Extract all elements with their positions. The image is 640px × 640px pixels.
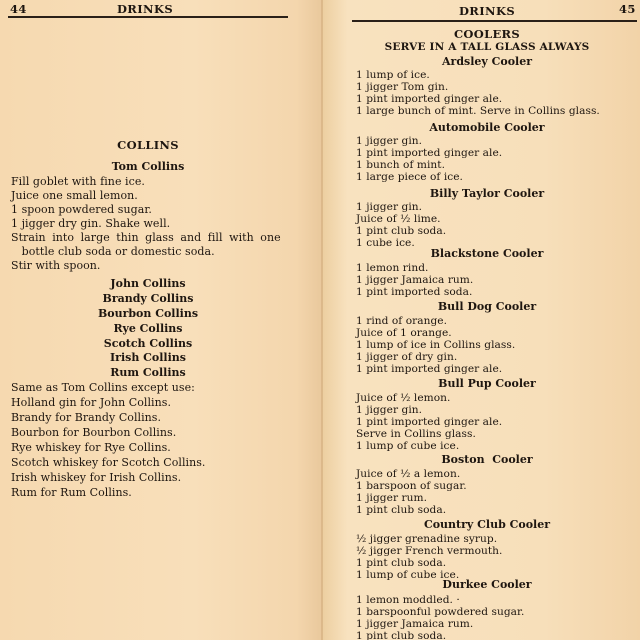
page-number: 45 (619, 2, 636, 16)
variant-title: Rum Collins (110, 366, 186, 379)
recipe-line: 1 lemon moddled. · (356, 594, 460, 606)
recipe-line: 1 pint imported ginger ale. (356, 363, 503, 375)
recipe-line: Juice of ½ a lemon. (356, 468, 461, 480)
variant-line: Bourbon for Bourbon Collins. (11, 426, 177, 439)
variant-title: John Collins (110, 277, 186, 290)
recipe-line: Serve in Collins glass. (356, 428, 476, 440)
recipe-line: 1 lump of ice in Collins glass. (356, 339, 516, 351)
running-head: DRINKS (116, 2, 174, 16)
section-title: COLLINS (117, 138, 179, 152)
recipe-line: 1 jigger of dry gin. (356, 351, 458, 363)
recipe-line: 1 pint imported soda. (356, 286, 473, 298)
recipe-line: 1 jigger Jamaica rum. (356, 274, 474, 286)
recipe-title: Durkee Cooler (442, 578, 532, 591)
recipe-line: 1 pint club soda. (356, 504, 447, 516)
recipe-line: 1 pint club soda. (356, 557, 447, 569)
recipe-line: 1 barspoon of sugar. (356, 480, 467, 492)
recipe-title: Tom Collins (111, 160, 185, 173)
recipe-line: 1 jigger Tom gin. (356, 81, 449, 93)
recipe-line: 1 rind of orange. (356, 315, 448, 327)
recipe-title: Automobile Cooler (429, 121, 545, 134)
recipe-line: 1 large bunch of mint. Serve in Collins glass. (356, 105, 600, 117)
recipe-line: Fill goblet with fine ice. (11, 175, 145, 188)
recipe-line: bottle club soda or domestic soda. (11, 245, 215, 258)
variant-line: Irish whiskey for Irish Collins. (11, 471, 182, 484)
recipe-title: Bull Pup Cooler (438, 377, 536, 390)
recipe-line: 1 pint imported ginger ale. (356, 147, 503, 159)
header-rule (8, 16, 288, 18)
recipe-line: Stir with spoon. (11, 259, 101, 272)
recipe-line: 1 bunch of mint. (356, 159, 446, 171)
recipe-line: 1 jigger dry gin. Shake well. (11, 217, 171, 230)
page-number: 44 (10, 2, 27, 16)
recipe-line: 1 pint imported ginger ale. (356, 416, 503, 428)
recipe-line: Juice of ½ lime. (356, 213, 441, 225)
recipe-line: 1 pint club soda. (356, 630, 447, 640)
recipe-title: Blackstone Cooler (430, 247, 544, 260)
recipe-title: Ardsley Cooler (441, 55, 532, 68)
right-page (322, 0, 640, 640)
recipe-line: 1 pint club soda. (356, 225, 447, 237)
recipe-title: Billy Taylor Cooler (429, 187, 545, 200)
variant-title: Bourbon Collins (97, 307, 199, 320)
recipe-line: 1 barspoonful powdered sugar. (356, 606, 525, 618)
variant-line: Scotch whiskey for Scotch Collins. (11, 456, 206, 469)
variant-line: Rum for Rum Collins. (11, 486, 132, 499)
recipe-title: Bull Dog Cooler (437, 300, 537, 313)
recipe-line: 1 lump of cube ice. (356, 569, 460, 581)
recipe-line: Juice of ½ lemon. (356, 392, 451, 404)
recipe-line: 1 jigger gin. (356, 201, 423, 213)
section-title: COOLERS (453, 27, 520, 41)
recipe-line: 1 jigger rum. (356, 492, 427, 504)
recipe-line: 1 pint imported ginger ale. (356, 93, 503, 105)
recipe-line: Juice one small lemon. (11, 189, 138, 202)
recipe-line: Strain into large thin glass and fill with one (11, 231, 281, 244)
variant-title: Rye Collins (113, 322, 183, 335)
variant-title: Brandy Collins (102, 292, 194, 305)
variant-title: Scotch Collins (103, 337, 193, 350)
recipe-line: 1 lemon rind. (356, 262, 429, 274)
header-rule (352, 20, 637, 22)
recipe-line: 1 jigger Jamaica rum. (356, 618, 474, 630)
section-subtitle: SERVE IN A TALL GLASS ALWAYS (384, 41, 590, 53)
book-gutter (321, 0, 323, 640)
recipe-title: Boston Cooler (441, 453, 533, 466)
running-head: DRINKS (458, 4, 516, 18)
variant-line: Same as Tom Collins except use: (11, 381, 195, 394)
variant-line: Rye whiskey for Rye Collins. (11, 441, 171, 454)
recipe-line: 1 jigger gin. (356, 404, 423, 416)
recipe-line: 1 lump of cube ice. (356, 440, 460, 452)
recipe-line: 1 spoon powdered sugar. (11, 203, 152, 216)
variant-title: Irish Collins (110, 351, 186, 364)
recipe-line: 1 jigger gin. (356, 135, 423, 147)
recipe-line: 1 large piece of ice. (356, 171, 463, 183)
recipe-line: ½ jigger French vermouth. (356, 545, 503, 557)
recipe-line: 1 lump of ice. (356, 69, 430, 81)
recipe-title: Country Club Cooler (423, 518, 551, 531)
variant-line: Holland gin for John Collins. (11, 396, 171, 409)
variant-line: Brandy for Brandy Collins. (11, 411, 162, 424)
recipe-line: 1 cube ice. (356, 237, 415, 249)
recipe-line: ½ jigger grenadine syrup. (356, 533, 498, 545)
recipe-line: Juice of 1 orange. (356, 327, 452, 339)
